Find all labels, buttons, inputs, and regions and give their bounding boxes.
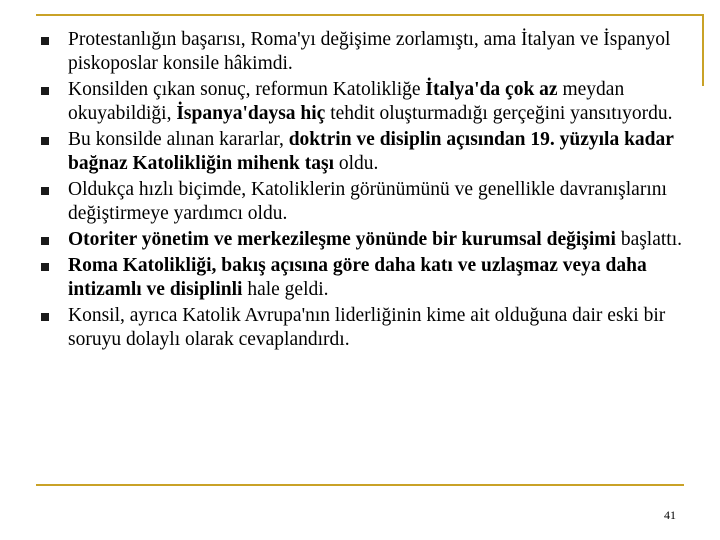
frame-top-line [36,14,704,16]
bullet-text: Bu konsilde alınan kararlar, [68,129,289,150]
bullet-list [36,28,692,352]
bullet-text: Protestanlığın başarısı, Roma'yı değişime zorlamıştı, ama İtalyan ve İspanyol piskoposlar konsile hâkimdi. [68,29,671,74]
bullet-item [36,254,692,302]
bullet-text: Konsilden çıkan sonuç, reformun Katolikliğe [68,79,426,100]
bullet-text-bold: İtalya'da çok az [425,79,558,100]
square-bullet-icon [41,187,49,195]
bullet-text: hale geldi. [242,279,329,300]
frame-bottom-line [36,484,684,486]
bullet-item [36,178,692,226]
square-bullet-icon [41,313,49,321]
bullet-text-bold: doktrin ve disiplin açısından 19. yüzyıla kadar bağnaz Katolikliğin mihenk taşı [68,129,674,174]
square-bullet-icon [41,263,49,271]
bullet-text: oldu. [334,153,379,174]
square-bullet-icon [41,137,49,145]
bullet-text: meydan okuyabildiği, [68,79,625,124]
page-number: 41 [664,508,676,522]
bullet-text-bold: Otoriter yönetim ve merkezileşme yönünde bir kurumsal değişimi [68,229,616,250]
bullet-text: tehdit oluşturmadığı gerçeğini yansıtıyordu. [325,103,673,124]
bullet-item [36,28,692,76]
slide-content [36,28,692,354]
bullet-text: Konsil, ayrıca Katolik Avrupa'nın liderliğinin kime ait olduğuna dair eski bir soruyu dolaylı olarak cevaplandırdı. [68,305,666,350]
bullet-text: başlattı. [615,229,683,250]
bullet-item [36,128,692,176]
bullet-item [36,304,692,352]
square-bullet-icon [41,237,49,245]
square-bullet-icon [41,87,49,95]
bullet-item [36,228,692,252]
bullet-item [36,78,692,126]
bullet-text-bold: Roma Katolikliği, bakış açısına göre daha katı ve uzlaşmaz veya daha intizamlı ve disiplinli [68,255,647,300]
bullet-text: Oldukça hızlı biçimde, Katoliklerin görünümünü ve genellikle davranışlarını değiştirmeye yardımcı oldu. [68,179,667,224]
square-bullet-icon [41,37,49,45]
frame-right-line [702,14,704,86]
bullet-text-bold: İspanya'daysa hiç [176,103,326,124]
